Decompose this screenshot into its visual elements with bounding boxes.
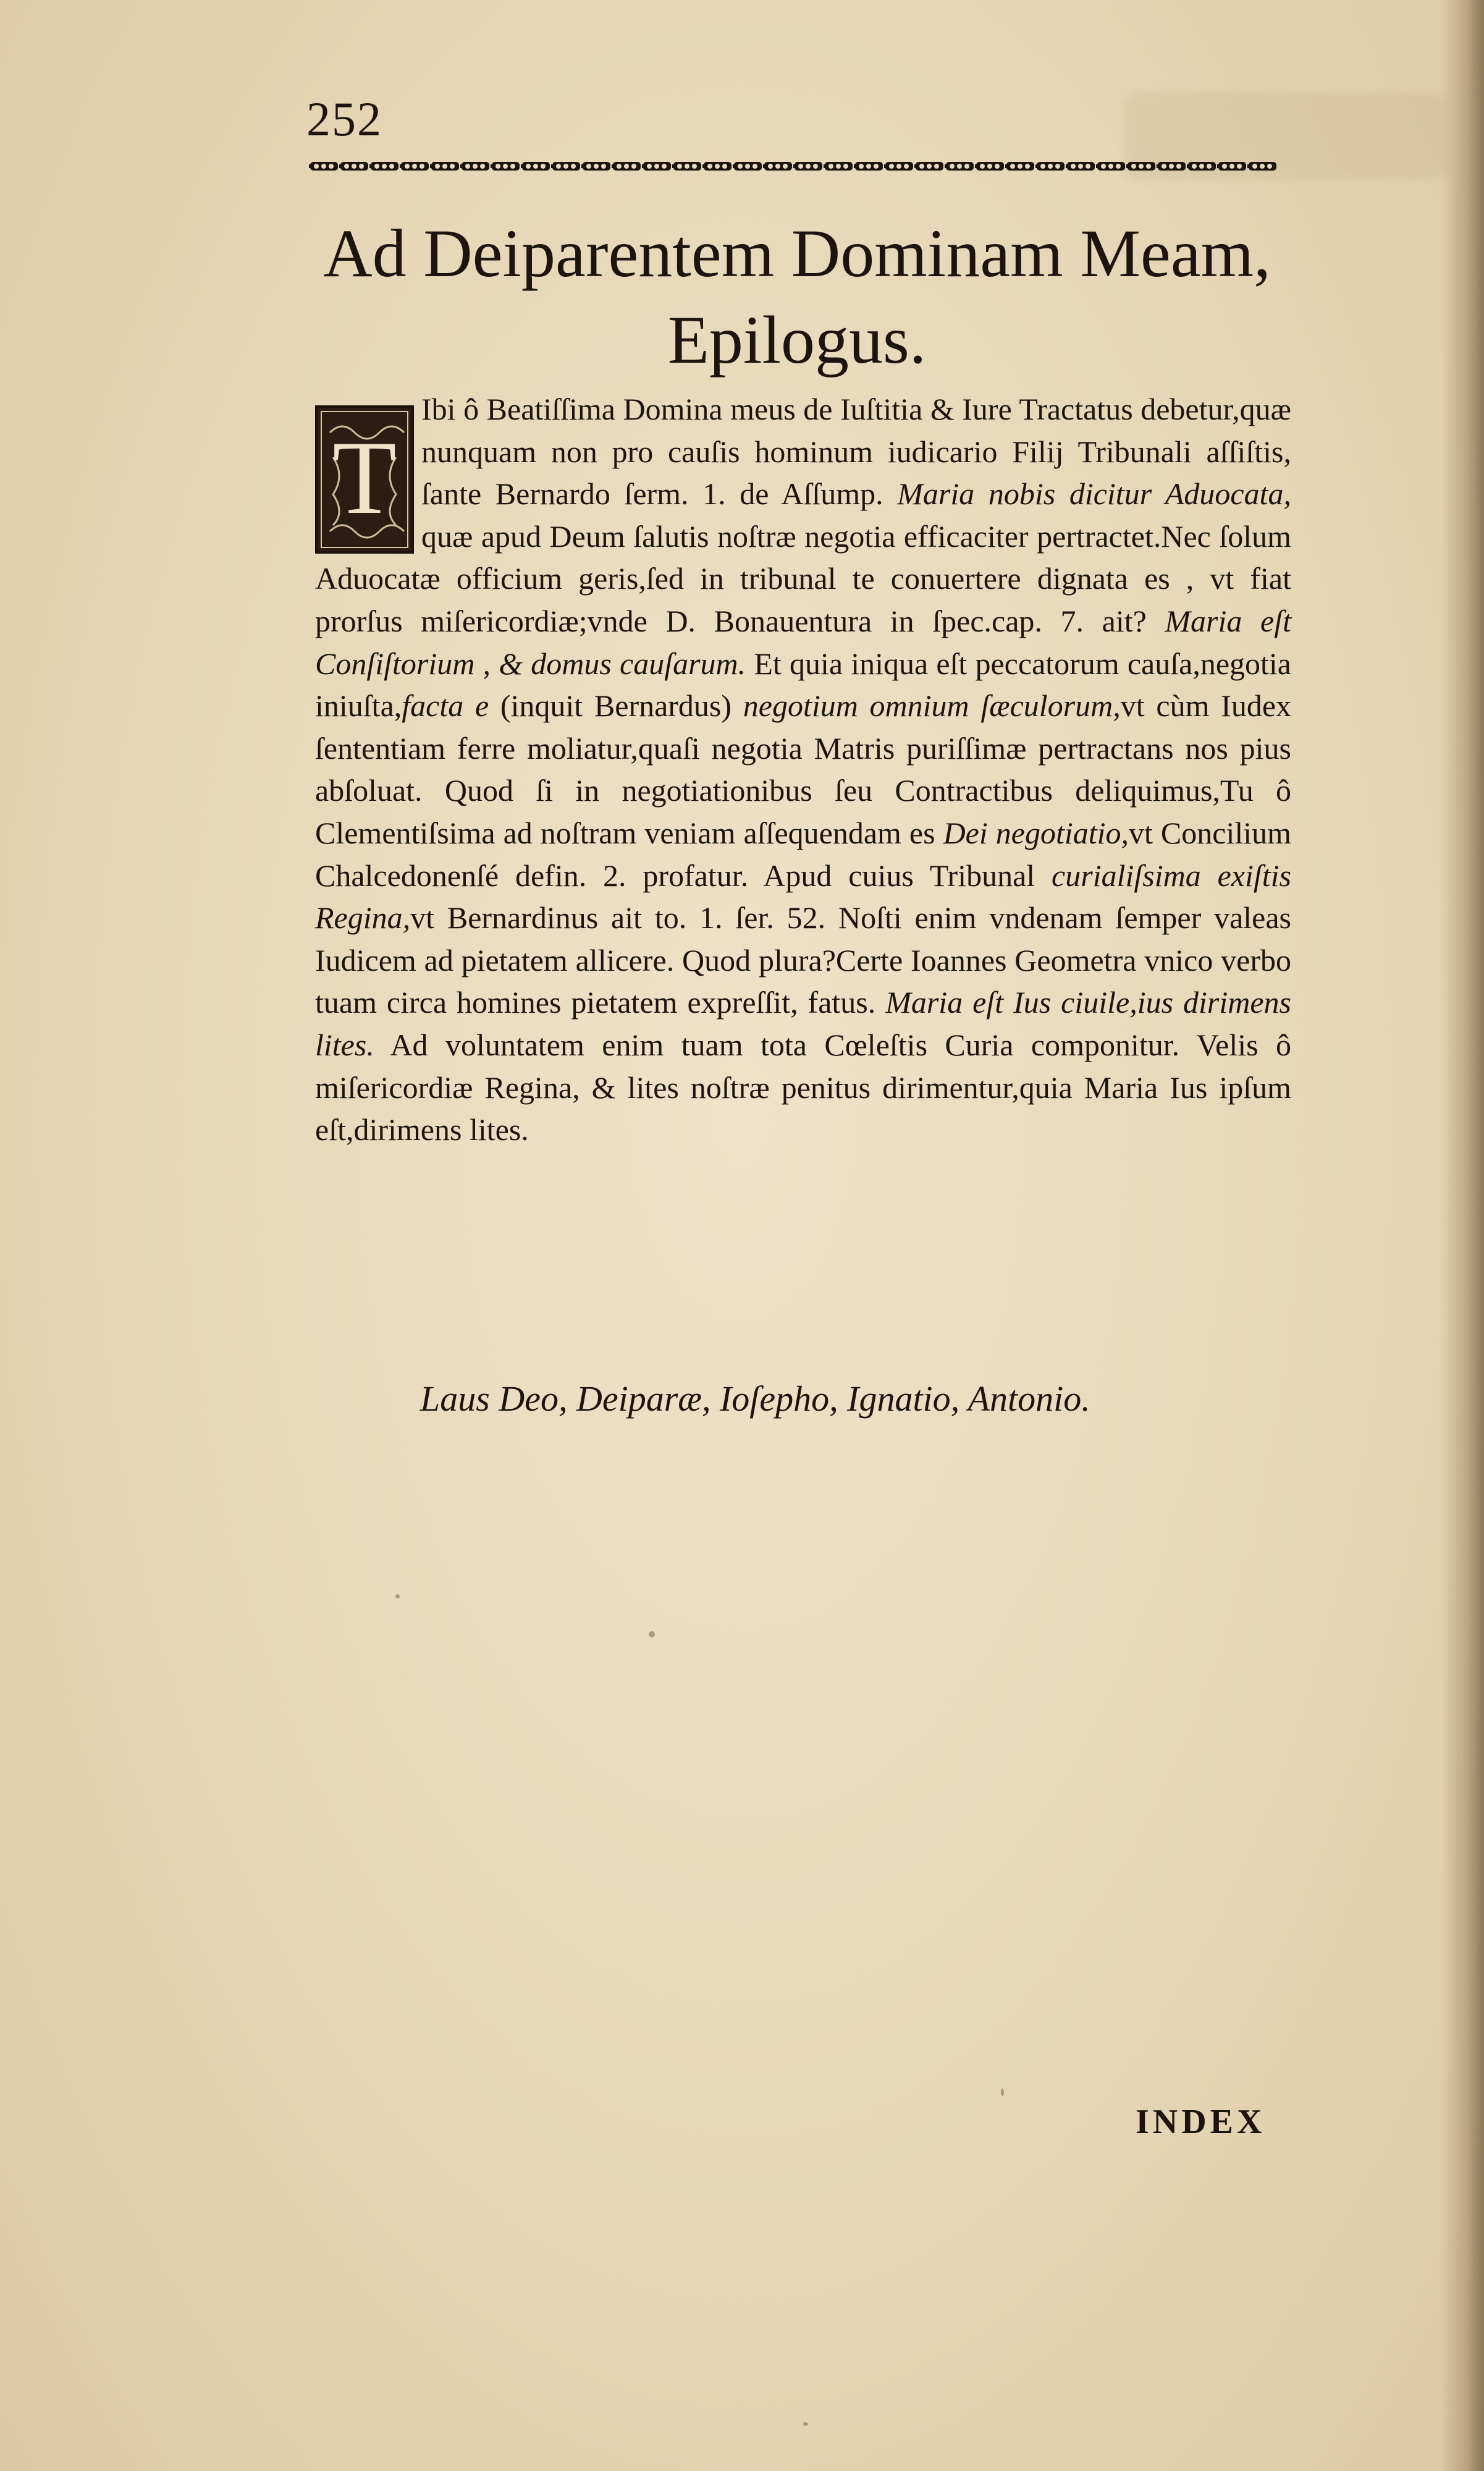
catchword: INDEX [1136,2103,1266,2141]
body-text-run: vt Bernardinus ait to. 1. ſer. 52. Noſti enim vndenam ſemper valeas Iudicem ad pietatem allicere. Quod plura?Certe Ioannes Geometra vnico verbo tuam circa homines pietatem expreſſit, fatus. [315,900,1291,1020]
body-text-italic: Maria eſt Conſiſtorium , & domus cauſarum. [315,603,1291,681]
epilogue-body [315,388,1291,1151]
heading-line-1: Ad Deiparentem Dominam Meam, [323,216,1271,291]
body-text-italic: Maria eſt Ius ciuile,ius dirimens lites. [315,985,1291,1062]
body-text-italic: facta e [402,688,489,724]
ornament-rule [309,156,1278,177]
body-text-italic: Maria nobis dicitur Aduocata, [897,476,1291,512]
chapter-heading [297,210,1297,383]
body-text-italic: Dei negotiatio, [943,815,1129,850]
body-text-run: Ad voluntatem enim tuam tota Cœleſtis Curia componitur. Velis ô miſericordiæ Regina, & lites noſtræ penitus dirimentur,quia Maria Ius ipſum eſt,dirimens lites. [315,1027,1291,1147]
body-text-run: quæ apud Deum ſalutis noſtræ negotia efficaciter pertractet.Nec ſolum Aduocatæ officium geris,ſed in tribunal te conuertere dignata es , vt fiat prorſus miſericordiæ;vnde D. Bonauentura in ſpec.cap. 7. ait? [315,518,1291,638]
page-number: 252 [306,92,382,146]
drop-cap-letter: T [332,420,397,536]
body-text-run: Et quia iniqua eſt peccatorum cauſa,negotia iniuſta, [315,646,1292,724]
body-text-run: vt Concilium Chalcedonenſé defin. 2. profatur. Apud cuius Tribunal [315,815,1292,893]
paper-speck [1001,2089,1004,2096]
body-text-run: Ibi ô Beatiſſima Domina meus de Iuſtitia & Iure Tractatus debetur,quæ nunquam non pro cauſis hominum iudicario Filij Tribunali aſſiſtis, ſante Bernardo ſerm. 1. de Aſſump. [421,392,1291,512]
drop-cap-space [315,388,421,556]
body-text-italic: curialiſsima exiſtis Regina, [315,858,1291,936]
closing-dedication: Laus Deo, Deiparæ, Ioſepho, Ignatio, Antonio. [420,1379,1090,1419]
heading-line-2: Epilogus. [667,302,927,378]
paper-speck [395,1594,400,1599]
body-text-run: (inquit Bernardus) [489,688,743,724]
paper-speck [803,2422,808,2426]
paper-speck [649,1631,655,1637]
body-text-italic: negotium omnium ſæculorum, [743,688,1121,724]
body-text-run: vt cùm Iudex ſententiam ferre moliatur,quaſi negotia Matris puriſſimæ pertractans nos pius abſoluat. Quod ſi in negotiationibus ſeu Contractibus deliquimus,Tu ô Clementiſsima ad noſtram veniam aſſequendam es [315,688,1292,850]
